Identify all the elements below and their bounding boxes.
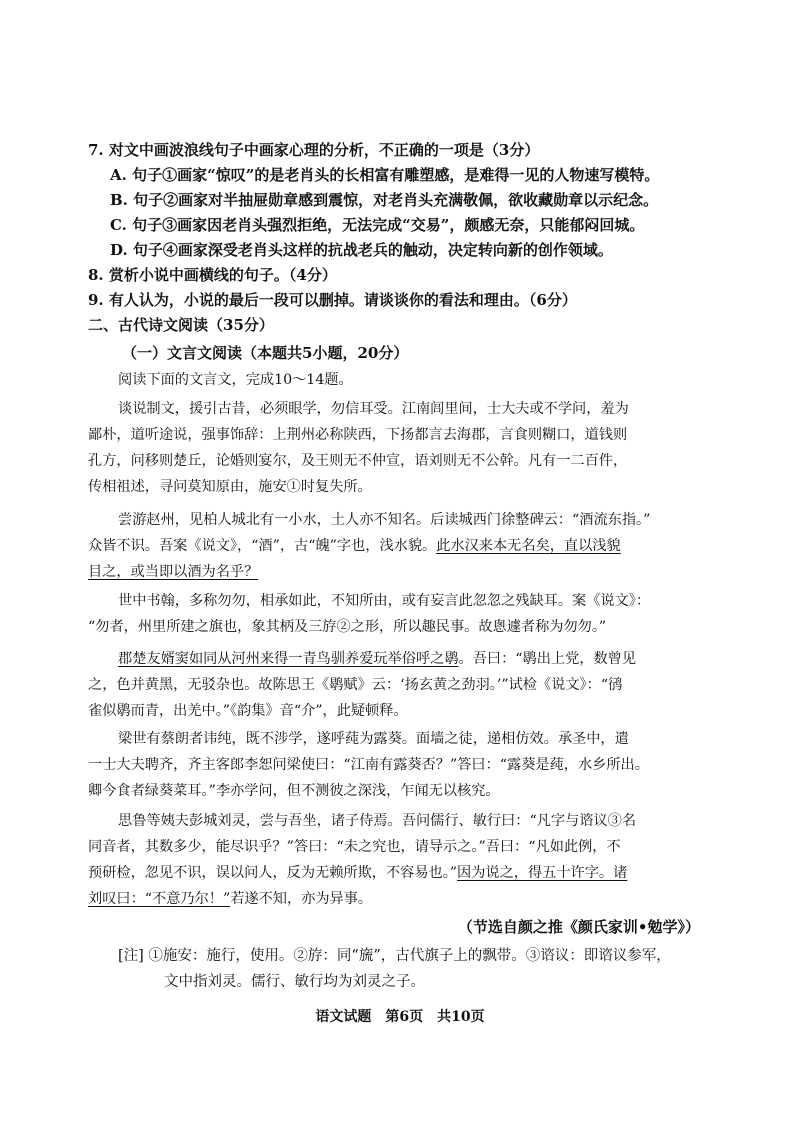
passage-p1-line2: 鄙朴，道听途说，强事饰辞：上荆州必称陕西，下扬都言去海郡，言食则糊口，道钱则 [88, 427, 628, 443]
passage-p3-line2: “勿者，州里所建之旗也，象其柄及三斿②之形，所以趣民事。故悤遽者称为勿勿。” [88, 619, 607, 635]
passage-p5-line3: 卿今食者绿葵菜耳。”李亦学问，但不测彼之深浅，乍闻无以核究。 [88, 783, 500, 799]
passage-p5-line1: 梁世有蔡朗者讳纯，既不涉学，遂呼莼为露葵。面墙之徒，递相仿效。承圣中，遣 [118, 731, 629, 747]
passage-p4-line1 [118, 647, 636, 671]
passage-p6-line2: 同音者，其数多少，能尽识乎？”答曰：“未之究也，请导示之。”吾曰：“凡如此例，不 [88, 839, 621, 855]
annotation-line1: [注] ①施安：施行，使用。②斿：同“旒”，古代旗子上的飘带。③谘议：即谘议参军， [118, 948, 671, 964]
passage-p5-line2: 一士大夫聘齐，齐主客郎李恕问梁使曰：“江南有露葵否？”答曰：“露葵是莼，水乡所出。 [88, 757, 649, 773]
source-citation: （节选自颜之推《颜氏家训•勉学》） [457, 918, 700, 936]
subsection-title: （一）文言文阅读（本题共5小题，20分） [122, 344, 409, 362]
passage-p1-line3: 孔方，问移则楚丘，论婚则宴尔，及王则无不仲宣，语刘则无不公幹。凡有一二百件， [88, 453, 628, 469]
passage-p4-line3: 雀似鹖而青，出羌中。”《韵集》音“介”，此疑顿释。 [88, 703, 408, 719]
passage-p6-line3 [88, 861, 627, 885]
question-7-option-c: C. 句子③画家因老肖头强烈拒绝，无法完成“交易”，颇感无奈，只能郁闷回城。 [110, 216, 645, 234]
passage-p3-line1: 世中书翰，多称勿勿，相承如此，不知所由，或有妄言此忽忽之残缺耳。案《说文》： [118, 593, 651, 609]
underlined-sentence-part4: 刘叹曰：“不意乃尔！” [88, 891, 231, 907]
passage-p2-line2-text: 众皆不识。吾案《说文》，“酒”，古“魄”字也，浅水貌。 [88, 538, 437, 554]
underlined-sentence-part2: 目之，或当即以酒为名乎？ [88, 564, 259, 580]
page-footer: 语文试题 第6页 共10页 [315, 1009, 485, 1025]
passage-p6-line4-text: 若遂不知，亦为异事。 [230, 891, 373, 907]
question-7-stem: 7. 对文中画波浪线句子中画家心理的分析，不正确的一项是（3分） [88, 141, 540, 159]
question-8: 8. 赏析小说中画横线的句子。（4分） [88, 266, 337, 284]
question-9: 9. 有人认为，小说的最后一段可以删掉。请谈谈你的看法和理由。（6分） [88, 291, 577, 309]
passage-p2-line3 [88, 560, 258, 584]
underlined-sentence-birds: 郡楚友婿窦如同从河州来得一青鸟驯养爱玩举俗呼之鹖 [118, 651, 459, 667]
passage-p1-line1: 谈说制文，援引古昔，必须眼学，勿信耳受。江南闾里间，士大夫或不学问，羞为 [118, 401, 629, 417]
passage-p2-line2 [88, 534, 621, 558]
passage-p4-line2: 之，色并黄黑，无驳杂也。故陈思王《鹖赋》云：‘扬玄黄之劲羽。’”试检《说文》：“鸻 [88, 677, 623, 693]
underlined-sentence-part3: 因为说之，得五十许字。诸 [457, 865, 628, 881]
underlined-sentence-part1: 此水汉来本无名矣，直以浅貌 [436, 538, 621, 554]
passage-p6-line4 [88, 887, 372, 911]
annotation-line2: 文中指刘灵。儒行、敏行均为刘灵之子。 [164, 974, 425, 990]
question-7-option-b: B. 句子②画家对半抽屉勋章感到震惊，对老肖头充满敬佩，欲收藏勋章以示纪念。 [110, 191, 659, 209]
question-7-option-a: A. 句子①画家“惊叹”的是老肖头的长相富有雕塑感，是难得一见的人物速写模特。 [110, 166, 660, 184]
passage-p6-line1: 思鲁等姨夫彭城刘灵，尝与吾坐，诸子侍焉。吾问儒行、敏行曰：“凡字与谘议③名 [118, 813, 637, 829]
question-7-option-d: D. 句子④画家深受老肖头这样的抗战老兵的触动，决定转向新的创作领域。 [110, 241, 613, 259]
passage-p1-line4: 传相祖述，寻问莫知原由，施安①时复失所。 [88, 479, 372, 495]
section-2-title: 二、古代诗文阅读（35分） [88, 316, 274, 334]
reading-instruction: 阅读下面的文言文，完成10～14题。 [118, 372, 353, 388]
passage-p6-line3-text: 预研检，忽见不识，误以问人，反为无赖所欺，不容易也。” [88, 865, 458, 881]
passage-p4-line1-text: 。吾曰：“鹖出上党，数曾见 [458, 651, 637, 667]
passage-p2-line1: 尝游赵州，见柏人城北有一小水，土人亦不知名。后读城西门徐整碑云：“酒流东指。” [118, 512, 651, 528]
